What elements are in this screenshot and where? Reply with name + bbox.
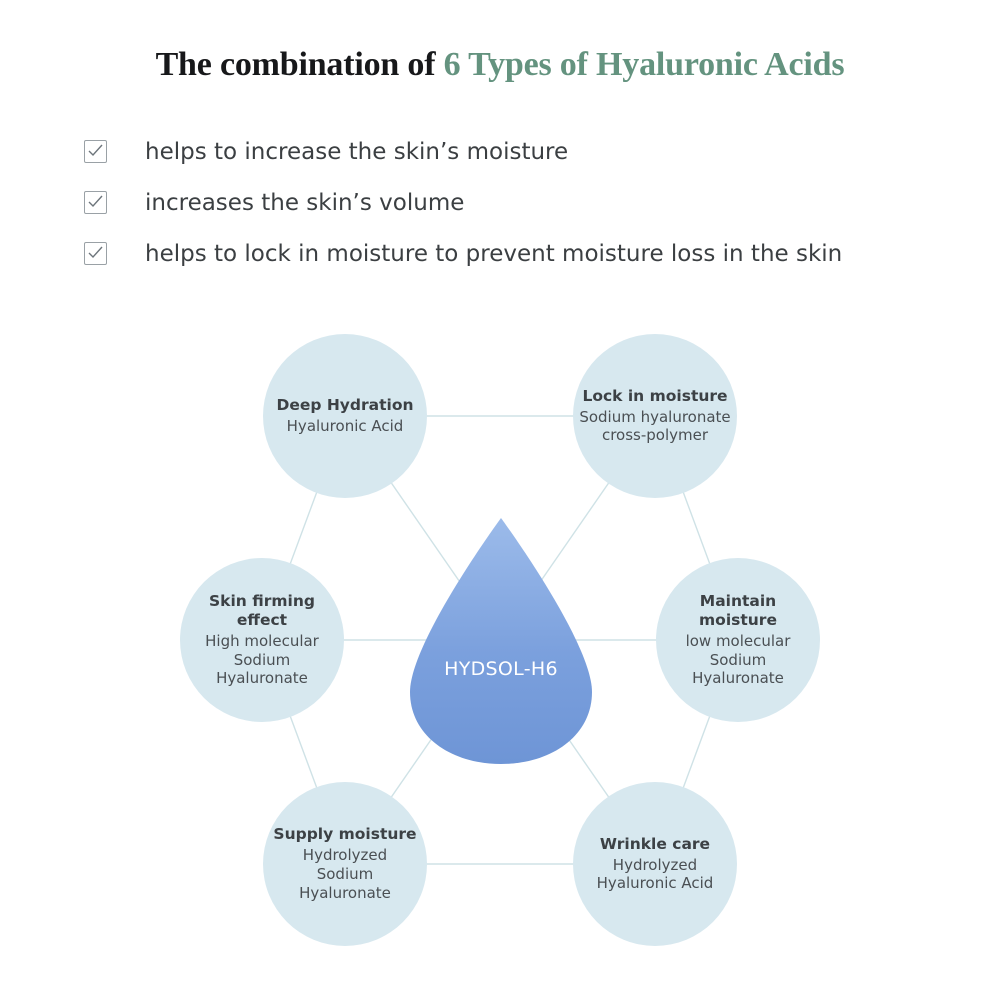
node-lock-in-moisture	[573, 334, 737, 498]
page-title-lead: The combination of	[155, 46, 444, 83]
node-wrinkle-care	[573, 782, 737, 946]
benefit-text: helps to increase the skin’s moisture	[145, 138, 569, 165]
benefits-list	[84, 126, 944, 279]
center-droplet	[396, 510, 606, 770]
node-title: Supply moisture	[273, 825, 417, 844]
center-label: HYDSOL-H6	[444, 658, 558, 680]
node-subtitle: High molecular Sodium Hyaluronate	[205, 631, 319, 688]
hyaluronic-acid-diagram	[150, 310, 850, 990]
node-title: Deep Hydration	[276, 396, 414, 415]
node-supply-moisture	[263, 782, 427, 946]
benefit-text: increases the skin’s volume	[145, 189, 465, 216]
node-maintain-moisture	[656, 558, 820, 722]
node-title: Skin firming effect	[209, 591, 315, 629]
list-item	[84, 126, 944, 177]
node-subtitle: Hydrolyzed Sodium Hyaluronate	[299, 846, 391, 902]
checkbox-checked-icon	[84, 140, 107, 163]
node-deep-hydration	[263, 334, 427, 498]
node-title: Maintain moisture	[699, 591, 777, 629]
list-item	[84, 228, 944, 279]
checkbox-checked-icon	[84, 242, 107, 265]
water-droplet-icon	[396, 510, 606, 770]
page-title-highlight: 6 Types of Hyaluronic Acids	[443, 46, 845, 83]
page-title	[0, 46, 1000, 84]
node-skin-firming-effect	[180, 558, 344, 722]
node-title: Wrinkle care	[599, 834, 711, 853]
node-subtitle: low molecular Sodium Hyaluronate	[685, 631, 791, 688]
node-subtitle: Hydrolyzed Hyaluronic Acid	[596, 855, 714, 893]
node-subtitle: Hyaluronic Acid	[286, 417, 404, 436]
benefit-text: helps to lock in moisture to prevent moisture loss in the skin	[145, 240, 843, 267]
list-item	[84, 177, 944, 228]
node-subtitle: Sodium hyaluronate cross-polymer	[579, 407, 731, 445]
node-title: Lock in moisture	[582, 386, 728, 405]
checkbox-checked-icon	[84, 191, 107, 214]
